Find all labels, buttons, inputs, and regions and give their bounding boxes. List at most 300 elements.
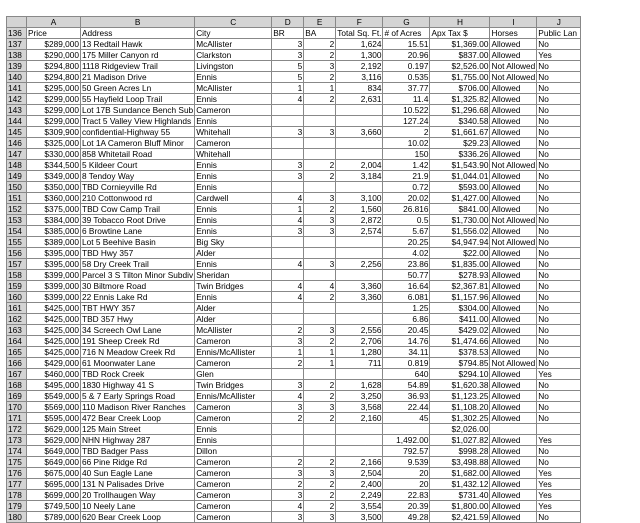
city-cell[interactable]: Ennis bbox=[195, 182, 272, 193]
horses-cell[interactable]: Not Allowed bbox=[491, 237, 536, 247]
acres-cell[interactable]: 34.11 bbox=[383, 347, 430, 358]
city-cell[interactable]: Cameron bbox=[195, 105, 272, 116]
address-cell[interactable]: 8 Tendoy Way bbox=[81, 171, 195, 182]
row-number[interactable]: 150 bbox=[7, 182, 27, 193]
bedrooms-cell[interactable]: 4 bbox=[272, 292, 304, 303]
bedrooms-cell[interactable]: 4 bbox=[272, 391, 304, 402]
address-cell[interactable]: 39 Tobacco Root Drive bbox=[81, 215, 195, 226]
sqft-cell[interactable]: 3,360 bbox=[336, 281, 383, 292]
bedrooms-cell[interactable]: 3 bbox=[272, 171, 304, 182]
bedrooms-cell[interactable]: 3 bbox=[272, 39, 304, 50]
tax-cell[interactable]: $278.93 bbox=[430, 270, 490, 281]
horses-cell[interactable]: Allowed bbox=[490, 347, 537, 358]
sqft-cell[interactable]: 1,280 bbox=[336, 347, 383, 358]
bathrooms-cell[interactable]: 2 bbox=[304, 490, 336, 501]
tax-cell[interactable]: $1,302.25 bbox=[430, 413, 490, 424]
sqft-cell[interactable]: 2,400 bbox=[336, 479, 383, 490]
address-cell[interactable]: Lot 5 Beehive Basin bbox=[81, 237, 195, 248]
city-cell[interactable]: Cameron bbox=[195, 479, 272, 490]
acres-cell[interactable]: 23.86 bbox=[383, 259, 430, 270]
horses-cell[interactable]: Allowed bbox=[490, 149, 537, 160]
public-land-cell[interactable]: No bbox=[537, 127, 581, 138]
horses-cell[interactable]: Not Allowed bbox=[491, 358, 536, 368]
city-cell[interactable]: Whitehall bbox=[195, 127, 272, 138]
horses-cell[interactable]: Allowed bbox=[490, 171, 537, 182]
bathrooms-cell[interactable]: 3 bbox=[304, 61, 336, 72]
header-cell-horses[interactable]: Horses bbox=[490, 28, 537, 39]
price-cell[interactable]: $350,000 bbox=[27, 182, 81, 193]
sqft-cell[interactable]: 3,660 bbox=[336, 127, 383, 138]
public-land-cell[interactable]: No bbox=[537, 116, 581, 127]
tax-cell[interactable]: $2,367.81 bbox=[430, 281, 490, 292]
header-cell-ba[interactable]: BA bbox=[304, 28, 336, 39]
sqft-cell[interactable] bbox=[336, 116, 383, 127]
bedrooms-cell[interactable]: 2 bbox=[272, 325, 304, 336]
city-cell[interactable]: Ennis bbox=[195, 215, 272, 226]
header-cell-price[interactable]: Price bbox=[27, 28, 81, 39]
bathrooms-cell[interactable]: 2 bbox=[304, 336, 336, 347]
public-land-cell[interactable]: No bbox=[537, 446, 581, 457]
tax-cell[interactable]: $841.00 bbox=[430, 204, 490, 215]
horses-cell[interactable]: Allowed bbox=[490, 39, 537, 50]
acres-cell[interactable]: 50.77 bbox=[383, 270, 430, 281]
price-cell[interactable]: $460,000 bbox=[27, 369, 81, 380]
sqft-cell[interactable]: 1,300 bbox=[336, 50, 383, 61]
sqft-cell[interactable]: 711 bbox=[336, 358, 383, 369]
address-cell[interactable]: confidential-Highway 55 bbox=[81, 127, 195, 138]
price-cell[interactable]: $289,000 bbox=[27, 39, 81, 50]
sqft-cell[interactable]: 2,872 bbox=[336, 215, 383, 226]
bathrooms-cell[interactable]: 2 bbox=[304, 204, 336, 215]
public-land-cell[interactable]: No bbox=[537, 457, 581, 468]
horses-cell[interactable]: Allowed bbox=[490, 94, 537, 105]
address-cell[interactable]: 10 Neely Lane bbox=[81, 501, 195, 512]
price-cell[interactable]: $675,000 bbox=[27, 468, 81, 479]
address-cell[interactable]: 34 Screech Owl Lane bbox=[81, 325, 195, 336]
bedrooms-cell[interactable]: 3 bbox=[272, 160, 304, 171]
bathrooms-cell[interactable]: 3 bbox=[304, 325, 336, 336]
horses-cell[interactable]: Allowed bbox=[490, 83, 537, 94]
price-cell[interactable]: $569,000 bbox=[27, 402, 81, 413]
bedrooms-cell[interactable]: 3 bbox=[272, 468, 304, 479]
address-cell[interactable]: TBD Cornieyville Rd bbox=[81, 182, 195, 193]
column-header-b[interactable]: B bbox=[81, 17, 195, 28]
acres-cell[interactable]: 792.57 bbox=[383, 446, 430, 457]
city-cell[interactable]: Ennis bbox=[195, 171, 272, 182]
tax-cell[interactable]: $2,026.00 bbox=[430, 424, 490, 435]
tax-cell[interactable]: $794.85 bbox=[430, 358, 490, 369]
header-cell-city[interactable]: City bbox=[195, 28, 272, 39]
price-cell[interactable]: $595,000 bbox=[27, 413, 81, 424]
header-cell-br[interactable]: BR bbox=[272, 28, 304, 39]
public-land-cell[interactable]: No bbox=[537, 248, 581, 259]
acres-cell[interactable]: 20.39 bbox=[383, 501, 430, 512]
row-number[interactable]: 159 bbox=[7, 281, 27, 292]
price-cell[interactable]: $425,000 bbox=[27, 336, 81, 347]
horses-cell[interactable]: Allowed bbox=[490, 281, 537, 292]
horses-cell[interactable]: Allowed bbox=[490, 105, 537, 116]
bathrooms-cell[interactable]: 1 bbox=[304, 83, 336, 94]
row-number[interactable]: 144 bbox=[7, 116, 27, 127]
horses-cell[interactable]: Allowed bbox=[490, 303, 537, 314]
row-number[interactable]: 141 bbox=[7, 83, 27, 94]
bedrooms-cell[interactable]: 3 bbox=[272, 490, 304, 501]
tax-cell[interactable]: $22.00 bbox=[430, 248, 490, 259]
bathrooms-cell[interactable] bbox=[304, 424, 336, 435]
acres-cell[interactable]: 36.93 bbox=[383, 391, 430, 402]
address-cell[interactable]: 13 Redtail Hawk bbox=[81, 39, 195, 50]
row-number[interactable]: 180 bbox=[7, 512, 27, 523]
bathrooms-cell[interactable]: 2 bbox=[304, 380, 336, 391]
sqft-cell[interactable]: 834 bbox=[336, 83, 383, 94]
tax-cell[interactable]: $1,027.82 bbox=[430, 435, 490, 446]
city-cell[interactable]: Clarkston bbox=[195, 50, 272, 61]
bedrooms-cell[interactable]: 3 bbox=[272, 380, 304, 391]
row-number[interactable]: 148 bbox=[7, 160, 27, 171]
bedrooms-cell[interactable] bbox=[272, 435, 304, 446]
address-cell[interactable]: 110 Madison River Ranches bbox=[81, 402, 195, 413]
city-cell[interactable]: Livingston bbox=[195, 61, 272, 72]
acres-cell[interactable]: 9.539 bbox=[383, 457, 430, 468]
sqft-cell[interactable] bbox=[336, 369, 383, 380]
horses-cell[interactable]: Allowed bbox=[490, 138, 537, 149]
bedrooms-cell[interactable]: 2 bbox=[272, 358, 304, 369]
acres-cell[interactable]: 49.28 bbox=[383, 512, 430, 523]
horses-cell[interactable]: Allowed bbox=[490, 193, 537, 204]
tax-cell[interactable]: $1,157.96 bbox=[430, 292, 490, 303]
price-cell[interactable]: $375,000 bbox=[27, 204, 81, 215]
public-land-cell[interactable]: No bbox=[537, 215, 581, 226]
price-cell[interactable]: $309,900 bbox=[27, 127, 81, 138]
bedrooms-cell[interactable]: 4 bbox=[272, 259, 304, 270]
address-cell[interactable]: 472 Bear Creek Loop bbox=[81, 413, 195, 424]
public-land-cell[interactable]: No bbox=[537, 303, 581, 314]
bathrooms-cell[interactable] bbox=[304, 303, 336, 314]
row-number[interactable]: 170 bbox=[7, 402, 27, 413]
sqft-cell[interactable]: 3,554 bbox=[336, 501, 383, 512]
bedrooms-cell[interactable] bbox=[272, 369, 304, 380]
column-header-e[interactable]: E bbox=[304, 17, 336, 28]
row-number[interactable]: 158 bbox=[7, 270, 27, 281]
public-land-cell[interactable]: No bbox=[537, 72, 581, 83]
horses-cell[interactable]: Allowed bbox=[490, 204, 537, 215]
address-cell[interactable]: 20 Trollhaugen Way bbox=[81, 490, 195, 501]
bedrooms-cell[interactable] bbox=[272, 248, 304, 259]
address-cell[interactable]: 30 Biltmore Road bbox=[81, 281, 195, 292]
public-land-cell[interactable]: No bbox=[537, 512, 581, 523]
price-cell[interactable]: $299,000 bbox=[27, 105, 81, 116]
row-number[interactable]: 179 bbox=[7, 501, 27, 512]
city-cell[interactable]: Sheridan bbox=[195, 270, 272, 281]
bathrooms-cell[interactable]: 4 bbox=[304, 281, 336, 292]
bedrooms-cell[interactable] bbox=[272, 116, 304, 127]
tax-cell[interactable]: $378.53 bbox=[430, 347, 490, 358]
horses-cell[interactable] bbox=[490, 424, 537, 435]
sqft-cell[interactable]: 1,560 bbox=[336, 204, 383, 215]
price-cell[interactable]: $699,000 bbox=[27, 490, 81, 501]
sqft-cell[interactable] bbox=[336, 248, 383, 259]
tax-cell[interactable]: $336.26 bbox=[430, 149, 490, 160]
address-cell[interactable]: 5 & 7 Early Springs Road bbox=[81, 391, 195, 402]
bathrooms-cell[interactable] bbox=[304, 116, 336, 127]
price-cell[interactable]: $360,000 bbox=[27, 193, 81, 204]
acres-cell[interactable]: 16.64 bbox=[383, 281, 430, 292]
price-cell[interactable]: $295,000 bbox=[27, 83, 81, 94]
bathrooms-cell[interactable]: 1 bbox=[304, 358, 336, 369]
public-land-cell[interactable]: No bbox=[537, 259, 581, 270]
horses-cell[interactable]: Allowed bbox=[490, 512, 537, 523]
public-land-cell[interactable]: Yes bbox=[537, 435, 581, 446]
row-number[interactable]: 174 bbox=[7, 446, 27, 457]
row-number[interactable]: 145 bbox=[7, 127, 27, 138]
row-number[interactable]: 173 bbox=[7, 435, 27, 446]
row-number[interactable]: 146 bbox=[7, 138, 27, 149]
sqft-cell[interactable]: 2,192 bbox=[336, 61, 383, 72]
acres-cell[interactable]: 22.44 bbox=[383, 402, 430, 413]
sqft-cell[interactable]: 3,250 bbox=[336, 391, 383, 402]
price-cell[interactable]: $649,000 bbox=[27, 446, 81, 457]
sqft-cell[interactable]: 3,184 bbox=[336, 171, 383, 182]
price-cell[interactable]: $395,000 bbox=[27, 248, 81, 259]
bedrooms-cell[interactable]: 3 bbox=[272, 50, 304, 61]
acres-cell[interactable]: 6.081 bbox=[383, 292, 430, 303]
price-cell[interactable]: $789,000 bbox=[27, 512, 81, 523]
horses-cell[interactable]: Allowed bbox=[490, 391, 537, 402]
public-land-cell[interactable]: No bbox=[537, 413, 581, 424]
price-cell[interactable]: $294,800 bbox=[27, 61, 81, 72]
bathrooms-cell[interactable]: 2 bbox=[304, 171, 336, 182]
tax-cell[interactable]: $998.28 bbox=[430, 446, 490, 457]
tax-cell[interactable]: $1,800.00 bbox=[430, 501, 490, 512]
acres-cell[interactable]: 45 bbox=[383, 413, 430, 424]
public-land-cell[interactable]: No bbox=[537, 391, 581, 402]
acres-cell[interactable]: 1.42 bbox=[383, 160, 430, 171]
price-cell[interactable]: $294,800 bbox=[27, 72, 81, 83]
address-cell[interactable]: 210 Cottonwood rd bbox=[81, 193, 195, 204]
acres-cell[interactable]: 6.86 bbox=[383, 314, 430, 325]
acres-cell[interactable]: 21.9 bbox=[383, 171, 430, 182]
acres-cell[interactable]: 54.89 bbox=[383, 380, 430, 391]
sqft-cell[interactable] bbox=[336, 138, 383, 149]
row-number[interactable]: 143 bbox=[7, 105, 27, 116]
tax-cell[interactable]: $1,620.38 bbox=[430, 380, 490, 391]
city-cell[interactable]: Twin Bridges bbox=[195, 380, 272, 391]
sqft-cell[interactable] bbox=[336, 424, 383, 435]
bathrooms-cell[interactable] bbox=[304, 270, 336, 281]
row-number[interactable]: 152 bbox=[7, 204, 27, 215]
column-header-h[interactable]: H bbox=[430, 17, 490, 28]
price-cell[interactable]: $425,000 bbox=[27, 325, 81, 336]
horses-cell[interactable]: Allowed bbox=[490, 435, 537, 446]
city-cell[interactable]: Dillon bbox=[195, 446, 272, 457]
horses-cell[interactable]: Allowed bbox=[490, 226, 537, 237]
bedrooms-cell[interactable]: 4 bbox=[272, 215, 304, 226]
price-cell[interactable]: $425,000 bbox=[27, 303, 81, 314]
address-cell[interactable]: 6 Browtine Lane bbox=[81, 226, 195, 237]
public-land-cell[interactable]: Yes bbox=[537, 479, 581, 490]
price-cell[interactable]: $425,000 bbox=[27, 347, 81, 358]
acres-cell[interactable]: 20.02 bbox=[383, 193, 430, 204]
city-cell[interactable]: Cameron bbox=[195, 490, 272, 501]
city-cell[interactable]: Cameron bbox=[195, 402, 272, 413]
address-cell[interactable]: 191 Sheep Creek Rd bbox=[81, 336, 195, 347]
acres-cell[interactable]: 0.535 bbox=[383, 72, 430, 83]
row-number[interactable]: 163 bbox=[7, 325, 27, 336]
row-number[interactable]: 167 bbox=[7, 369, 27, 380]
tax-cell[interactable]: $1,296.68 bbox=[430, 105, 490, 116]
public-land-cell[interactable] bbox=[537, 424, 581, 435]
sqft-cell[interactable] bbox=[336, 149, 383, 160]
bathrooms-cell[interactable]: 1 bbox=[304, 347, 336, 358]
public-land-cell[interactable]: Yes bbox=[537, 490, 581, 501]
bathrooms-cell[interactable]: 2 bbox=[304, 457, 336, 468]
acres-cell[interactable] bbox=[383, 424, 430, 435]
column-header-a[interactable]: A bbox=[27, 17, 81, 28]
bedrooms-cell[interactable]: 2 bbox=[272, 413, 304, 424]
sqft-cell[interactable]: 2,574 bbox=[336, 226, 383, 237]
bedrooms-cell[interactable]: 4 bbox=[272, 281, 304, 292]
tax-cell[interactable]: $411.00 bbox=[430, 314, 490, 325]
bathrooms-cell[interactable] bbox=[304, 149, 336, 160]
bedrooms-cell[interactable]: 4 bbox=[272, 94, 304, 105]
acres-cell[interactable]: 0.197 bbox=[383, 61, 430, 72]
public-land-cell[interactable]: No bbox=[537, 336, 581, 347]
city-cell[interactable]: Whitehall bbox=[195, 149, 272, 160]
acres-cell[interactable]: 640 bbox=[383, 369, 430, 380]
sqft-cell[interactable] bbox=[336, 270, 383, 281]
bedrooms-cell[interactable]: 2 bbox=[272, 479, 304, 490]
address-cell[interactable]: 58 Dry Creek Trail bbox=[81, 259, 195, 270]
horses-cell[interactable]: Allowed bbox=[490, 182, 537, 193]
tax-cell[interactable]: $304.00 bbox=[430, 303, 490, 314]
acres-cell[interactable]: 4.02 bbox=[383, 248, 430, 259]
acres-cell[interactable]: 150 bbox=[383, 149, 430, 160]
acres-cell[interactable]: 11.4 bbox=[383, 94, 430, 105]
bathrooms-cell[interactable]: 2 bbox=[304, 39, 336, 50]
tax-cell[interactable]: $429.02 bbox=[430, 325, 490, 336]
horses-cell[interactable]: Allowed bbox=[490, 468, 537, 479]
acres-cell[interactable]: 10.522 bbox=[383, 105, 430, 116]
tax-cell[interactable]: $1,755.00 bbox=[430, 72, 490, 83]
public-land-cell[interactable]: No bbox=[537, 182, 581, 193]
row-number[interactable]: 155 bbox=[7, 237, 27, 248]
price-cell[interactable]: $299,000 bbox=[27, 94, 81, 105]
public-land-cell[interactable]: No bbox=[537, 358, 581, 369]
acres-cell[interactable]: 1.25 bbox=[383, 303, 430, 314]
row-number[interactable]: 177 bbox=[7, 479, 27, 490]
tax-cell[interactable]: $1,044.01 bbox=[430, 171, 490, 182]
bathrooms-cell[interactable] bbox=[304, 182, 336, 193]
bedrooms-cell[interactable] bbox=[272, 424, 304, 435]
tax-cell[interactable]: $3,498.88 bbox=[430, 457, 490, 468]
public-land-cell[interactable]: Yes bbox=[537, 468, 581, 479]
address-cell[interactable]: Lot 17B Sundance Bench Sub bbox=[82, 105, 194, 115]
sqft-cell[interactable]: 2,160 bbox=[336, 413, 383, 424]
price-cell[interactable]: $330,000 bbox=[27, 149, 81, 160]
public-land-cell[interactable]: No bbox=[537, 347, 581, 358]
public-land-cell[interactable]: No bbox=[537, 138, 581, 149]
row-number[interactable]: 164 bbox=[7, 336, 27, 347]
sqft-cell[interactable]: 3,360 bbox=[336, 292, 383, 303]
city-cell[interactable]: Cameron bbox=[195, 512, 272, 523]
sqft-cell[interactable]: 2,166 bbox=[336, 457, 383, 468]
sqft-cell[interactable]: 2,504 bbox=[336, 468, 383, 479]
tax-cell[interactable]: $1,730.00 bbox=[430, 215, 490, 226]
address-cell[interactable]: TBD Badger Pass bbox=[81, 446, 195, 457]
bedrooms-cell[interactable]: 1 bbox=[272, 83, 304, 94]
row-number[interactable]: 154 bbox=[7, 226, 27, 237]
price-cell[interactable]: $325,000 bbox=[27, 138, 81, 149]
price-cell[interactable]: $495,000 bbox=[27, 380, 81, 391]
row-number[interactable]: 172 bbox=[7, 424, 27, 435]
horses-cell[interactable]: Allowed bbox=[490, 127, 537, 138]
city-cell[interactable]: Alder bbox=[195, 314, 272, 325]
row-number[interactable]: 168 bbox=[7, 380, 27, 391]
tax-cell[interactable]: $1,432.12 bbox=[430, 479, 490, 490]
address-cell[interactable]: 716 N Meadow Creek Rd bbox=[81, 347, 195, 358]
tax-cell[interactable]: $1,123.25 bbox=[430, 391, 490, 402]
price-cell[interactable]: $349,000 bbox=[27, 171, 81, 182]
bathrooms-cell[interactable]: 2 bbox=[304, 479, 336, 490]
bathrooms-cell[interactable]: 3 bbox=[304, 468, 336, 479]
city-cell[interactable]: McAllister bbox=[195, 83, 272, 94]
acres-cell[interactable]: 15.51 bbox=[383, 39, 430, 50]
horses-cell[interactable]: Allowed bbox=[490, 413, 537, 424]
public-land-cell[interactable]: No bbox=[537, 171, 581, 182]
header-cell-address[interactable]: Address bbox=[81, 28, 195, 39]
row-number[interactable]: 137 bbox=[7, 39, 27, 50]
public-land-cell[interactable]: No bbox=[537, 237, 581, 248]
address-cell[interactable]: 125 Main Street bbox=[81, 424, 195, 435]
horses-cell[interactable]: Allowed bbox=[490, 314, 537, 325]
tax-cell[interactable]: $1,474.66 bbox=[430, 336, 490, 347]
row-number[interactable]: 139 bbox=[7, 61, 27, 72]
bedrooms-cell[interactable] bbox=[272, 149, 304, 160]
tax-cell[interactable]: $1,556.02 bbox=[430, 226, 490, 237]
address-cell[interactable]: TBT HWY 357 bbox=[81, 303, 195, 314]
price-cell[interactable]: $629,000 bbox=[27, 424, 81, 435]
row-number[interactable]: 147 bbox=[7, 149, 27, 160]
bedrooms-cell[interactable] bbox=[272, 314, 304, 325]
horses-cell[interactable]: Allowed bbox=[490, 369, 537, 380]
bathrooms-cell[interactable]: 2 bbox=[304, 501, 336, 512]
acres-cell[interactable]: 0.72 bbox=[383, 182, 430, 193]
sqft-cell[interactable]: 2,004 bbox=[336, 160, 383, 171]
row-number[interactable]: 165 bbox=[7, 347, 27, 358]
bathrooms-cell[interactable]: 3 bbox=[304, 259, 336, 270]
public-land-cell[interactable]: Yes bbox=[537, 501, 581, 512]
price-cell[interactable]: $429,000 bbox=[27, 358, 81, 369]
horses-cell[interactable]: Allowed bbox=[490, 292, 537, 303]
address-cell[interactable]: Parcel 3 S Tilton Minor Subdiv bbox=[82, 270, 194, 280]
sqft-cell[interactable]: 1,624 bbox=[336, 39, 383, 50]
acres-cell[interactable]: 14.76 bbox=[383, 336, 430, 347]
city-cell[interactable]: Ennis/McAllister bbox=[195, 391, 272, 402]
horses-cell[interactable]: Not Allowed bbox=[491, 160, 536, 170]
public-land-cell[interactable]: No bbox=[537, 193, 581, 204]
row-number[interactable]: 149 bbox=[7, 171, 27, 182]
address-cell[interactable]: 50 Green Acres Ln bbox=[81, 83, 195, 94]
bathrooms-cell[interactable] bbox=[304, 105, 336, 116]
public-land-cell[interactable]: No bbox=[537, 281, 581, 292]
corner-cell[interactable] bbox=[7, 17, 27, 28]
city-cell[interactable]: Ennis bbox=[195, 94, 272, 105]
bedrooms-cell[interactable]: 5 bbox=[272, 61, 304, 72]
sqft-cell[interactable]: 3,116 bbox=[336, 72, 383, 83]
public-land-cell[interactable]: No bbox=[537, 160, 581, 171]
tax-cell[interactable]: $1,427.00 bbox=[430, 193, 490, 204]
row-number[interactable]: 142 bbox=[7, 94, 27, 105]
